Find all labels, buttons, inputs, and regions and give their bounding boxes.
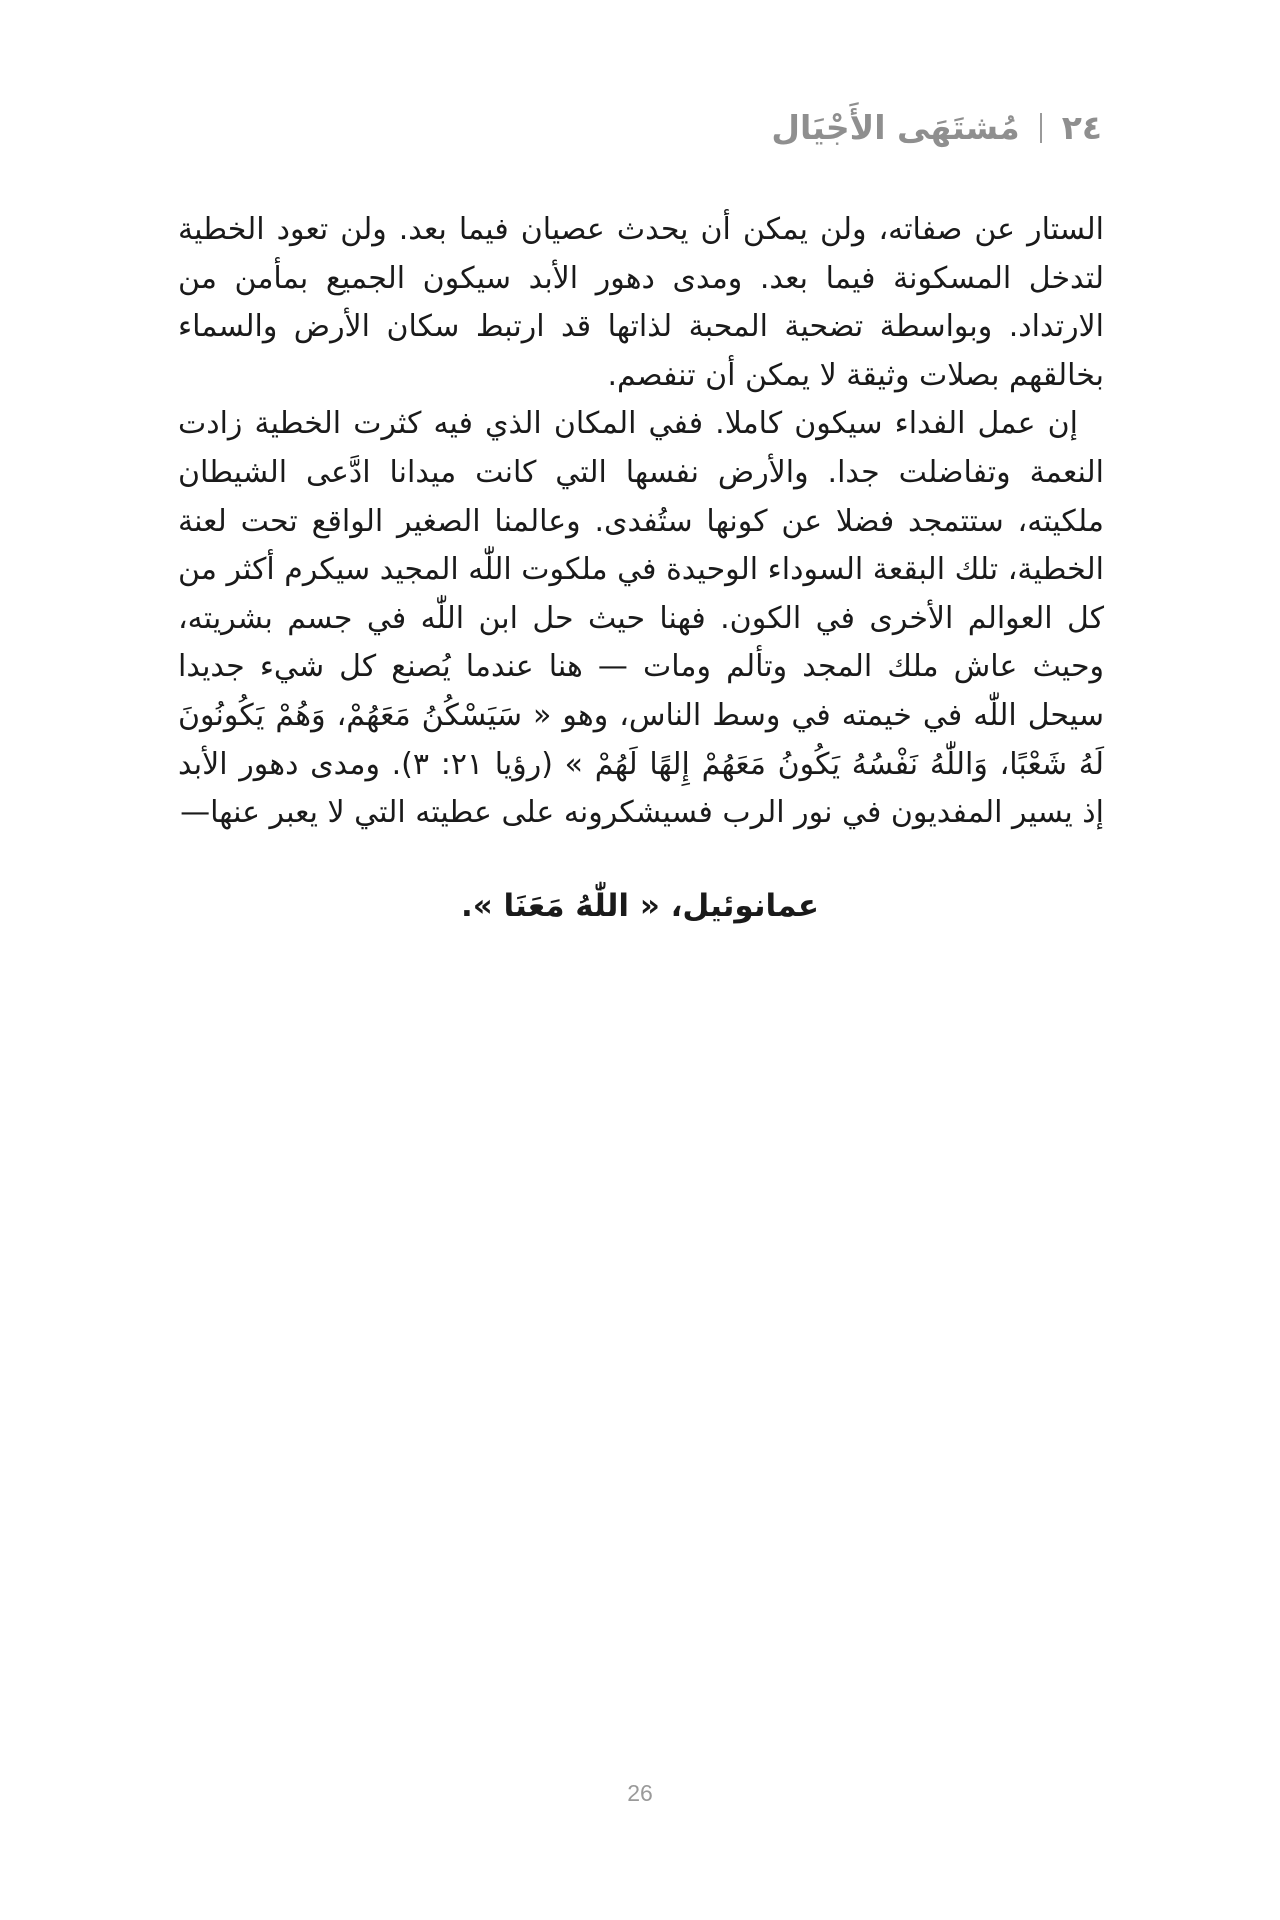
paragraph-redemption: إن عمل الفداء سيكون كاملا. ففي المكان الذي فيه كثرت الخطية زادت النعمة وتفاضلت جدا. والأرض نفسها التي كانت ميدانا ادَّعى الشيطان ملكيته، ستتمجد فضلا عن كونها ستُفدى. وعالمنا الصغير الواقع تحت لعنة الخطية، تلك البقعة السوداء الوحيدة في ملكوت اللّٰه المجيد سيكرم أكثر من كل العوالم الأخرى في الكون. فهنا حيث حل ابن اللّٰه في جسم بشريته، وحيث عاش ملك المجد وتألم ومات — هنا عندما يُصنع كل شيء جديدا سيحل اللّٰه في خيمته في وسط الناس، وهو « سَيَسْكُنُ مَعَهُمْ، وَهُمْ يَكُونُونَ لَهُ شَعْبًا، وَاللّٰهُ نَفْسُهُ يَكُونُ مَعَهُمْ إِلهًا لَهُمْ » (رؤيا ٢١: ٣). ومدى دهور الأبد إذ يسير المفديون في نور الرب فسيشكرونه على عطيته التي لا يعبر عنها— <box>178 406 1104 831</box>
closing-line: عمانوئيل، « اللّٰهُ مَعَنَا ». <box>460 888 820 924</box>
paragraph-continuation: الستار عن صفاته، ولن يمكن أن يحدث عصيان فيما بعد. ولن تعود الخطية لتدخل المسكونة فيما بعد. ومدى دهور الأبد سيكون الجميع بمأمن من الارتداد. وبواسطة تضحية المحبة لذاتها قد ارتبط سكان الأرض والسماء بخالقهم بصلات وثيقة لا يمكن أن تنفصم. <box>178 212 1104 393</box>
running-head <box>771 108 1102 147</box>
header-page-number: ٢٤ <box>1061 108 1102 147</box>
header-book-title: مُشتَهَى الأَجْيَال <box>771 108 1020 147</box>
page-folio: 26 <box>627 1780 653 1806</box>
body-text <box>178 206 1104 838</box>
header-separator <box>1040 113 1042 143</box>
